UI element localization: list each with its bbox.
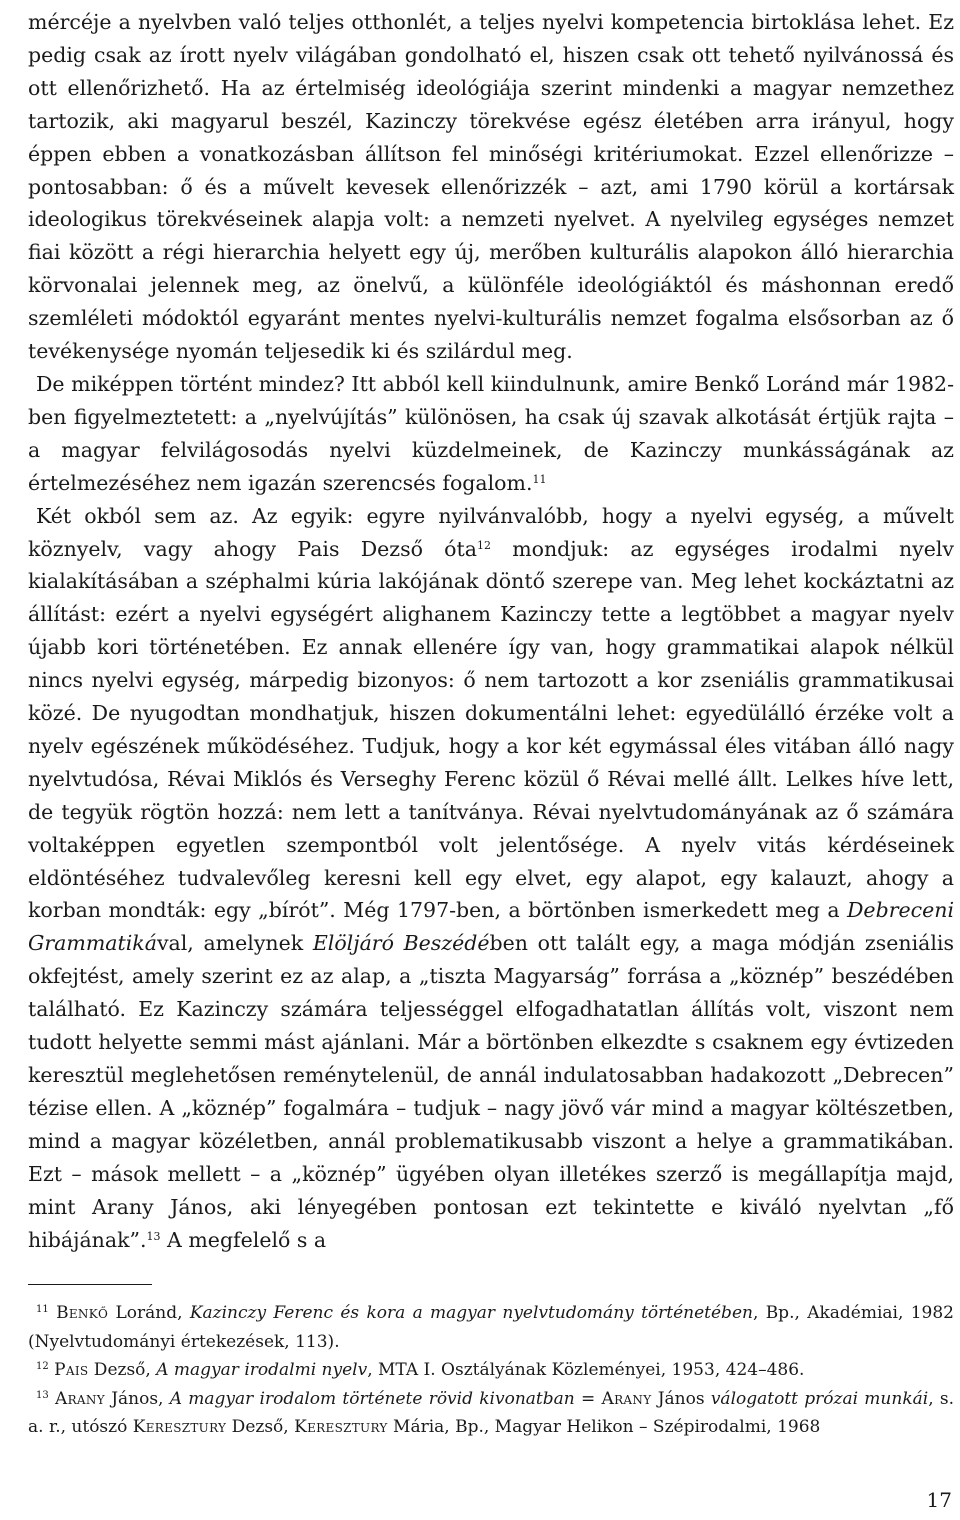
- footnote-text: Loránd,: [108, 1303, 190, 1324]
- footnote-title: A magyar irodalmi nyelv: [156, 1360, 368, 1381]
- paragraph-2: [28, 368, 954, 500]
- paragraph-1: [28, 6, 954, 368]
- paragraph-3-text-d: ben ott talált egy, a maga módján zseniális okfejtést, amely szerint ez az alap, a „tiszta Magyarság” forrása a „köznép” beszédében található. Ez Kazinczy számára teljességgel elfogadhatatlan állítás volt, viszont nem tudott helyette semmi mást ajánlani. Már a börtönben elkezdte s csaknem egy évtizeden keresztül meglehetősen reménytelenül, de annál indulatosabban hadakozott „Debrecen” tézise ellen. A „köznép” fogalmára – tudjuk – nagy jövő vár mind a magyar költészetben, mind a magyar közéletben, annál problematikusabb viszont a helye a grammatikában. Ezt – mások mellett – a „köznép” ügyében olyan illetékes szerző is megállapítja majd, mint Arany János, aki lényegében pontosan ezt tekintette e kiváló nyelvtan „fő hibájának”.: [28, 931, 954, 1252]
- footnote-text: =: [574, 1388, 602, 1409]
- footnote-title: Kazinczy Ferenc és kora a magyar nyelvtudomány történetében: [189, 1303, 753, 1324]
- footnote-text: Dezső,: [226, 1417, 295, 1438]
- footnote-text: Dezső,: [88, 1360, 157, 1381]
- footnote-author: Keresztury: [132, 1417, 227, 1438]
- paragraph-3: [28, 500, 954, 1257]
- page-content: [28, 6, 954, 1442]
- footnote-12: [28, 1356, 954, 1385]
- italic-title-eloljaro: Elöljáró Beszédé: [312, 931, 490, 956]
- footnote-title: válogatott prózai munkái: [710, 1388, 929, 1409]
- footnote-text: János: [651, 1388, 711, 1409]
- footnote-text: , Bp., Akadémiai, 1982 (Nyelvtudományi értekezések, 113).: [28, 1303, 954, 1352]
- footnote-number: 13: [36, 1389, 49, 1401]
- footnote-text: , MTA I. Osztályának Közleményei, 1953, 424–486.: [367, 1360, 805, 1381]
- footnote-text: , s. a. r., utószó: [28, 1388, 955, 1438]
- footnote-ref-11[interactable]: 11: [532, 472, 547, 486]
- footnote-text: János,: [104, 1388, 170, 1409]
- footnote-number: 11: [36, 1304, 49, 1316]
- footnote-ref-13[interactable]: 13: [146, 1229, 161, 1243]
- paragraph-1-text: mércéje a nyelvben való teljes otthonlét, a teljes nyelvi kompetencia birtoklása lehet. Ez pedig csak az írott nyelv világában gondolható el, hiszen csak ott tehető nyilvánossá és ott ellenőrizhető. Ha az értelmiség ideológiája szerint mindenki a magyar nemzethez tartozik, aki magyarul beszél, Kazinczy törekvése egész életében arra irányul, hogy éppen ebben a vonatkozásban állítson fel minőségi kritériumokat. Ezzel ellenőrizze – pontosabban: ő és a művelt kevesek ellenőrizzék – azt, ami 1790 körül a kortársak ideologikus törekvéseinek alapja volt: a nemzeti nyelvet. A nyelvileg egységes nemzet fiai között a régi hierarchia helyett egy új, merőben kulturális alapokon álló hierarchia körvonalai jelennek meg, az önelvű, a különféle ideológiáktól és máshonnan eredő szemléleti módoktól egyaránt mentes nyelvi-kulturális nemzet fogalma elsősorban az ő tevékenysége nyomán teljesedik ki és szilárdul meg.: [28, 10, 954, 364]
- footnote-13: [28, 1385, 954, 1442]
- footnote-author: Arany: [601, 1388, 652, 1409]
- italic-title-grammatika: Debreceni Grammatiká: [28, 898, 954, 956]
- paragraph-3-text-a: Két okból sem az. Az egyik: egyre nyilvánvalóbb, hogy a nyelvi egység, a művelt köznyelv, vagy ahogy Pais Dezső óta: [28, 503, 954, 561]
- footnote-author: Benkő: [56, 1303, 109, 1324]
- footnote-separator: [28, 1284, 152, 1285]
- footnote-title: A magyar irodalom története rövid kivonatban: [169, 1388, 575, 1409]
- paragraph-2-text: De miképpen történt mindez? Itt abból kell kiindulnunk, amire Benkő Loránd már 1982-ben figyelmeztetett: a „nyelvújítás” különösen, ha csak új szavak alkotását értjük rajta – a magyar felvilágosodás nyelvi küzdelmeinek, de Kazinczy munkásságának az értelmezéséhez nem igazán szerencsés fogalom.: [28, 371, 954, 495]
- paragraph-3-text-b: mondjuk: az egységes irodalmi nyelv kialakításában a széphalmi kúria lakójának döntő szerepe van. Meg lehet kockáztatni az állítást: ezért a nyelvi egységért alighanem Kazinczy tette a legtöbbet a magyar nyelv újabb kori történetében. Ez annak ellenére így van, hogy grammatikai alapok nélkül nincs nyelvi egység, márpedig bizonyos: ő nem tartozott a kor zseniális grammatikusai közé. De nyugodtan mondhatjuk, hiszen dokumentálni lehet: egyedülálló érzéke volt a nyelv egészének működéséhez. Tudjuk, hogy a kor két egymással éles vitában álló nagy nyelvtudósa, Révai Miklós és Verseghy Ferenc közül ő Révai mellé állt. Lelkes híve lett, de tegyük rögtön hozzá: nem lett a tanítványa. Révai nyelvtudományának az ő számára voltaképpen egyetlen szempontból volt jelentősége. A nyelv vitás kérdéseinek eldöntéséhez tudvalevőleg keresni kell egy elvet, egy alapot, egy kalauzt, ahogy a korban mondták: egy „bírót”. Még 1797-ben, a börtönben ismerkedett meg a: [28, 536, 955, 923]
- page-number: 17: [926, 1488, 952, 1512]
- footnote-number: 12: [36, 1361, 49, 1373]
- footnote-author: Arany: [55, 1388, 105, 1409]
- footnote-text: Mária, Bp., Magyar Helikon – Szépirodalmi, 1968: [387, 1417, 821, 1438]
- footnotes: [28, 1299, 954, 1442]
- body-text: [28, 6, 954, 1256]
- footnote-ref-12[interactable]: 12: [476, 538, 491, 552]
- paragraph-3-text-c: val, amelynek: [156, 931, 313, 956]
- footnote-11: [28, 1299, 954, 1356]
- footnote-author: Pais: [54, 1360, 89, 1381]
- paragraph-3-text-e: A megfelelő s a: [160, 1227, 327, 1252]
- footnote-author: Keresztury: [294, 1417, 388, 1438]
